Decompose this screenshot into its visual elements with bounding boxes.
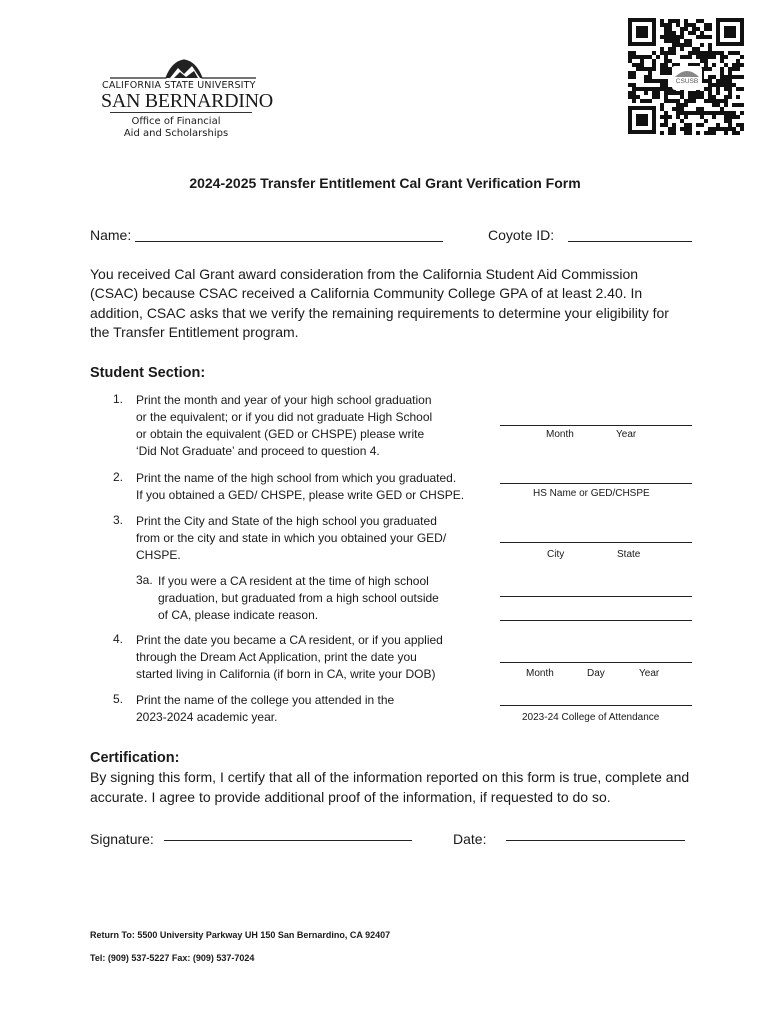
return-address: Return To: 5500 University Parkway UH 150 San Bernardino, CA 92407 [90, 930, 391, 940]
question-5-text: Print the name of the college you attended in the 2023-2024 academic year. [136, 693, 395, 724]
qr-code [628, 18, 744, 136]
year-caption: Year [639, 668, 660, 679]
question-3-text: Print the City and State of the high school you graduated from or the city and state in which you obtained your GED/ CHSPE. [136, 514, 447, 562]
state-caption: State [617, 549, 641, 560]
date-field-line[interactable] [506, 840, 685, 841]
mountain-logo-icon [108, 56, 258, 80]
logo-divider [110, 112, 252, 113]
name-field-line[interactable] [135, 241, 443, 242]
certification-heading: Certification: [90, 750, 180, 766]
question-1-answer-line[interactable] [500, 425, 692, 426]
question-3-number: 3. [113, 513, 124, 527]
form-title: 2024-2025 Transfer Entitlement Cal Grant Verification Form [189, 175, 581, 191]
qr-badge-label: CSUSB [675, 78, 699, 85]
month-caption: Month [546, 429, 574, 440]
student-section-heading: Student Section: [90, 365, 206, 381]
qr-center-logo [672, 66, 702, 90]
logo-office-line-2: Aid and Scholarships [123, 128, 229, 139]
signature-field-line[interactable] [164, 840, 412, 841]
question-1-number: 1. [113, 392, 124, 406]
question-4-number: 4. [113, 632, 124, 646]
coyote-id-label: Coyote ID: [488, 227, 555, 243]
question-4-text: Print the date you became a CA resident, or if you applied through the Dream Act Application, print the date you started living in California (if born in CA, write your DOB) [136, 633, 443, 681]
intro-paragraph: You received Cal Grant award consideration from the California Student Aid Commission (CSAC) because CSAC received a California Community College GPA of at least 2.40. In addition, CSAC asks that we verify the remaining requirements to determine your eligibility for the Transfer Entitlement program. [90, 266, 669, 340]
logo-campus-line: SAN BERNARDINO [101, 90, 273, 112]
mountain-badge-icon [672, 66, 702, 78]
city-caption: City [547, 549, 565, 560]
coyote-id-field-line[interactable] [568, 241, 692, 242]
day-caption: Day [587, 668, 605, 679]
university-logo [98, 56, 273, 146]
question-5-number: 5. [113, 692, 124, 706]
name-label: Name: [90, 227, 132, 243]
question-3-answer-line[interactable] [500, 542, 692, 543]
logo-office-line: Office of Financial [131, 116, 221, 127]
date-label: Date: [453, 831, 487, 847]
hs-name-caption: HS Name or GED/CHSPE [533, 488, 650, 499]
question-3a-answer-line-1[interactable] [500, 596, 692, 597]
question-4-answer-line[interactable] [500, 662, 692, 663]
month-caption: Month [526, 668, 554, 679]
signature-label: Signature: [90, 831, 154, 847]
question-1-text: Print the month and year of your high school graduation or the equivalent; or if you did not graduate High School or obtain the equivalent (GED or CHSPE) please write ‘Did Not Graduate’ and proceed to question 4. [136, 393, 433, 458]
question-3a-number: 3a. [136, 573, 153, 587]
question-3a-answer-line-2[interactable] [500, 620, 692, 621]
question-5-answer-line[interactable] [500, 705, 692, 706]
question-2-text: Print the name of the high school from which you graduated. If you obtained a GED/ CHSPE, please write GED or CHSPE. [136, 471, 465, 502]
question-3a-text: If you were a CA resident at the time of high school graduation, but graduated from a high school outside of CA, please indicate reason. [158, 574, 439, 622]
college-caption: 2023-24 College of Attendance [522, 712, 660, 723]
logo-university-line: CALIFORNIA STATE UNIVERSITY [102, 80, 256, 91]
question-2-answer-line[interactable] [500, 483, 692, 484]
year-caption: Year [616, 429, 637, 440]
contact-info: Tel: (909) 537-5227 Fax: (909) 537-7024 [90, 953, 255, 963]
question-2-number: 2. [113, 470, 124, 484]
certification-text: By signing this form, I certify that all of the information reported on this form is true, complete and accurate. I agree to provide additional proof of the information, if requested to do so. [90, 769, 690, 805]
